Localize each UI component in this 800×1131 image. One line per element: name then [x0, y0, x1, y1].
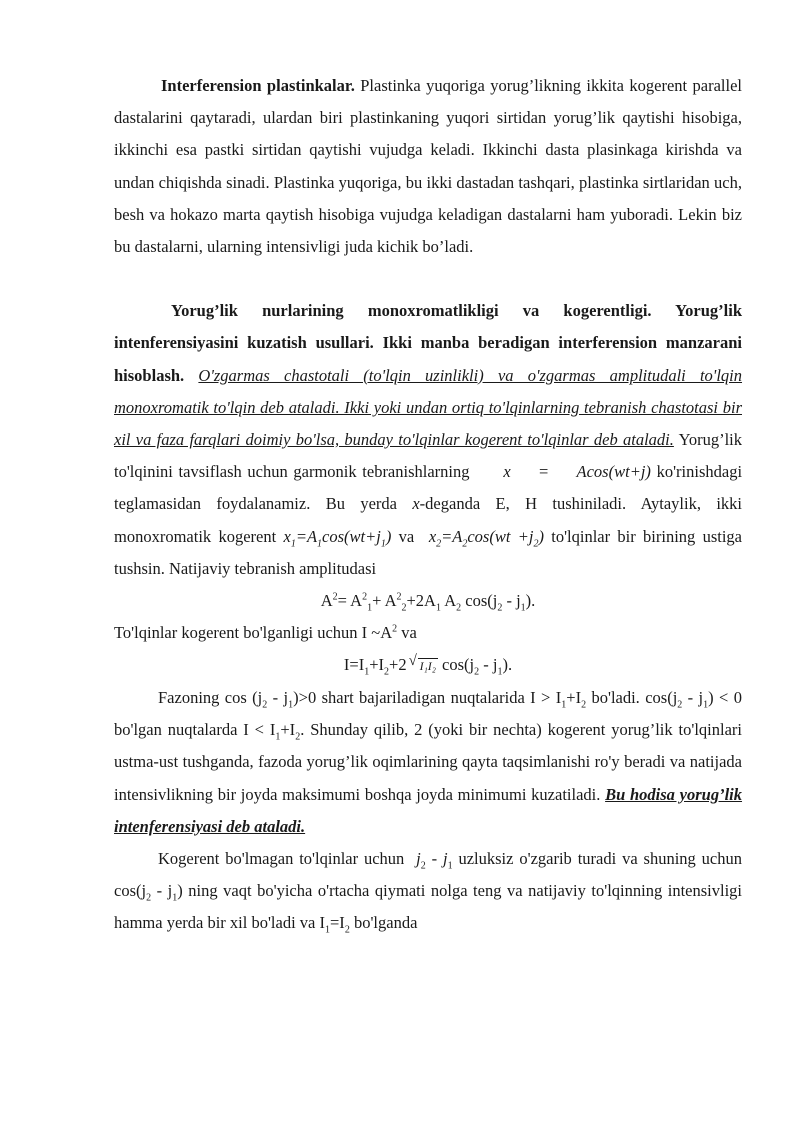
paragraph-text: to'lqinlar bir birining ustiga tushsin. Natijaviy tebranish amplitudasi — [114, 526, 742, 578]
paragraph-text: va — [398, 526, 415, 546]
equation-rhs: Acos(wt+j) — [576, 462, 651, 482]
paragraph-interference-plates — [114, 70, 742, 263]
section-heading: Yorug’lik nurlarining monoxromatlikligi va kogerentligi. Yorug’lik intenferensiyasini kuzatish usullari. Ikki manba beradigan interferension manzarani hisoblash. — [114, 301, 742, 385]
paragraph-text: -deganda E, H tushiniladi. Aytaylik, ikki monoxromatik kogerent — [114, 494, 742, 546]
formula-amplitude: $A^2= A^2_1+ A^2_2+2A_1$ $A_2$ $\cos(j_2 - j_1)$. — [320, 591, 536, 614]
equation-var: x — [503, 462, 511, 482]
emphasis-definition: Bu hodisa yorug’lik intenferensiyasi deb ataladi. — [114, 784, 743, 836]
paragraph-monochromaticity — [114, 295, 742, 585]
wave-2: $x_2=A_2\cos(wt +j_2)$ — [428, 526, 544, 549]
paragraph-text: Plastinka yuqoriga yorug’likning ikkita kogerent parallel dastalarini qaytaradi, ulardan biri plastinkaning yuqori sirtidan yorug’lik qaytishi hisobiga, ikkinchi esa pastki sirtidan qaytishi vujudga keladi. Ikkinchi dasta plasinkaga kirishda va undan chiqishda sinadi. Plastinka yuqoriga, bu ikki dastadan tashqari, plastinka sirtlaridan uch, besh va hokazo marta qaytish hisobiga vujudga keladigan dastalarni ham yuboradi. Lekin biz bu dastalarni, ularning intensivligi juda kichik bo’ladi. — [114, 76, 742, 257]
square-root: √ I₁I₂ — [408, 653, 436, 674]
definition-text: O'zgarmas chastotali (to'lqin uzinlikli) va o'zgarmas amplitudali to'lqin monoxromatik to'lqin deb ataladi. Ikki yoki undan ortiq to'lqinlarning tebranish chastotasi bir xil va faza farqlari doimiy bo'lsa, bunday to'lqinlar kogerent to'lqinlar deb ataladi. — [114, 365, 743, 450]
formula-intensity: $I=I_1+I_2+2$ √ I₁I₂ $\cos(j_2 - j_1)$. — [114, 649, 742, 682]
paragraph-incoherent: Kogerent bo'lmagan to'lqinlar uchun $j_2 - j_1$ uzluksiz o'zgarib turadi va shuning uchun $\cos(j_2 - j_1)$ ning vaqt bo'yicha o'rtacha qiymati nolga teng va natijaviy to'lqinning intensivligi hamma yerda bir xil bo'ladi va $I_1=I_2$ bo'lganda — [114, 849, 743, 936]
document-page — [114, 70, 742, 940]
equation-var: x — [412, 494, 420, 514]
paragraph-gap — [114, 263, 742, 295]
text-line-coherent: To'lqinlar kogerent bo'lganligi uchun I $\sim A^2$ va — [114, 623, 417, 643]
wave-1: $x_1=A_1\cos(wt+j_1)$ — [283, 526, 392, 549]
section-heading: Interferension plastinkalar. — [161, 76, 355, 95]
equation-sign: = — [538, 462, 549, 482]
paragraph-phase-condition: Fazoning $\cos (j_2 - j_1)>0$ shart bajariladigan nuqtalarida $I > I_1+I_2$ bo'ladi. $\cos(j_2 - j_1) < 0$ bo'lgan nuqtalarda $I < I_1+I_2$. Shunday qilib, 2 (yoki bir nechta) kogerent yorug’lik to'lqinlari ustma-ust tushganda, fazoda yorug’lik oqimlarining qayta taqsimlanishi ro'y beradi va natijada intensivlikning bir joyda maksimumi boshqa joyda minimumi kuzatiladi. Bu hodisa yorug’lik intenferensiyasi deb ataladi. — [114, 688, 743, 836]
paragraph-text: ko'rinishdagi teglamasidan foydalanamiz. Bu yerda — [114, 462, 743, 514]
paragraph-text: Yorug’lik to'lqinini tavsiflash uchun garmonik tebranishlarning — [114, 430, 742, 482]
